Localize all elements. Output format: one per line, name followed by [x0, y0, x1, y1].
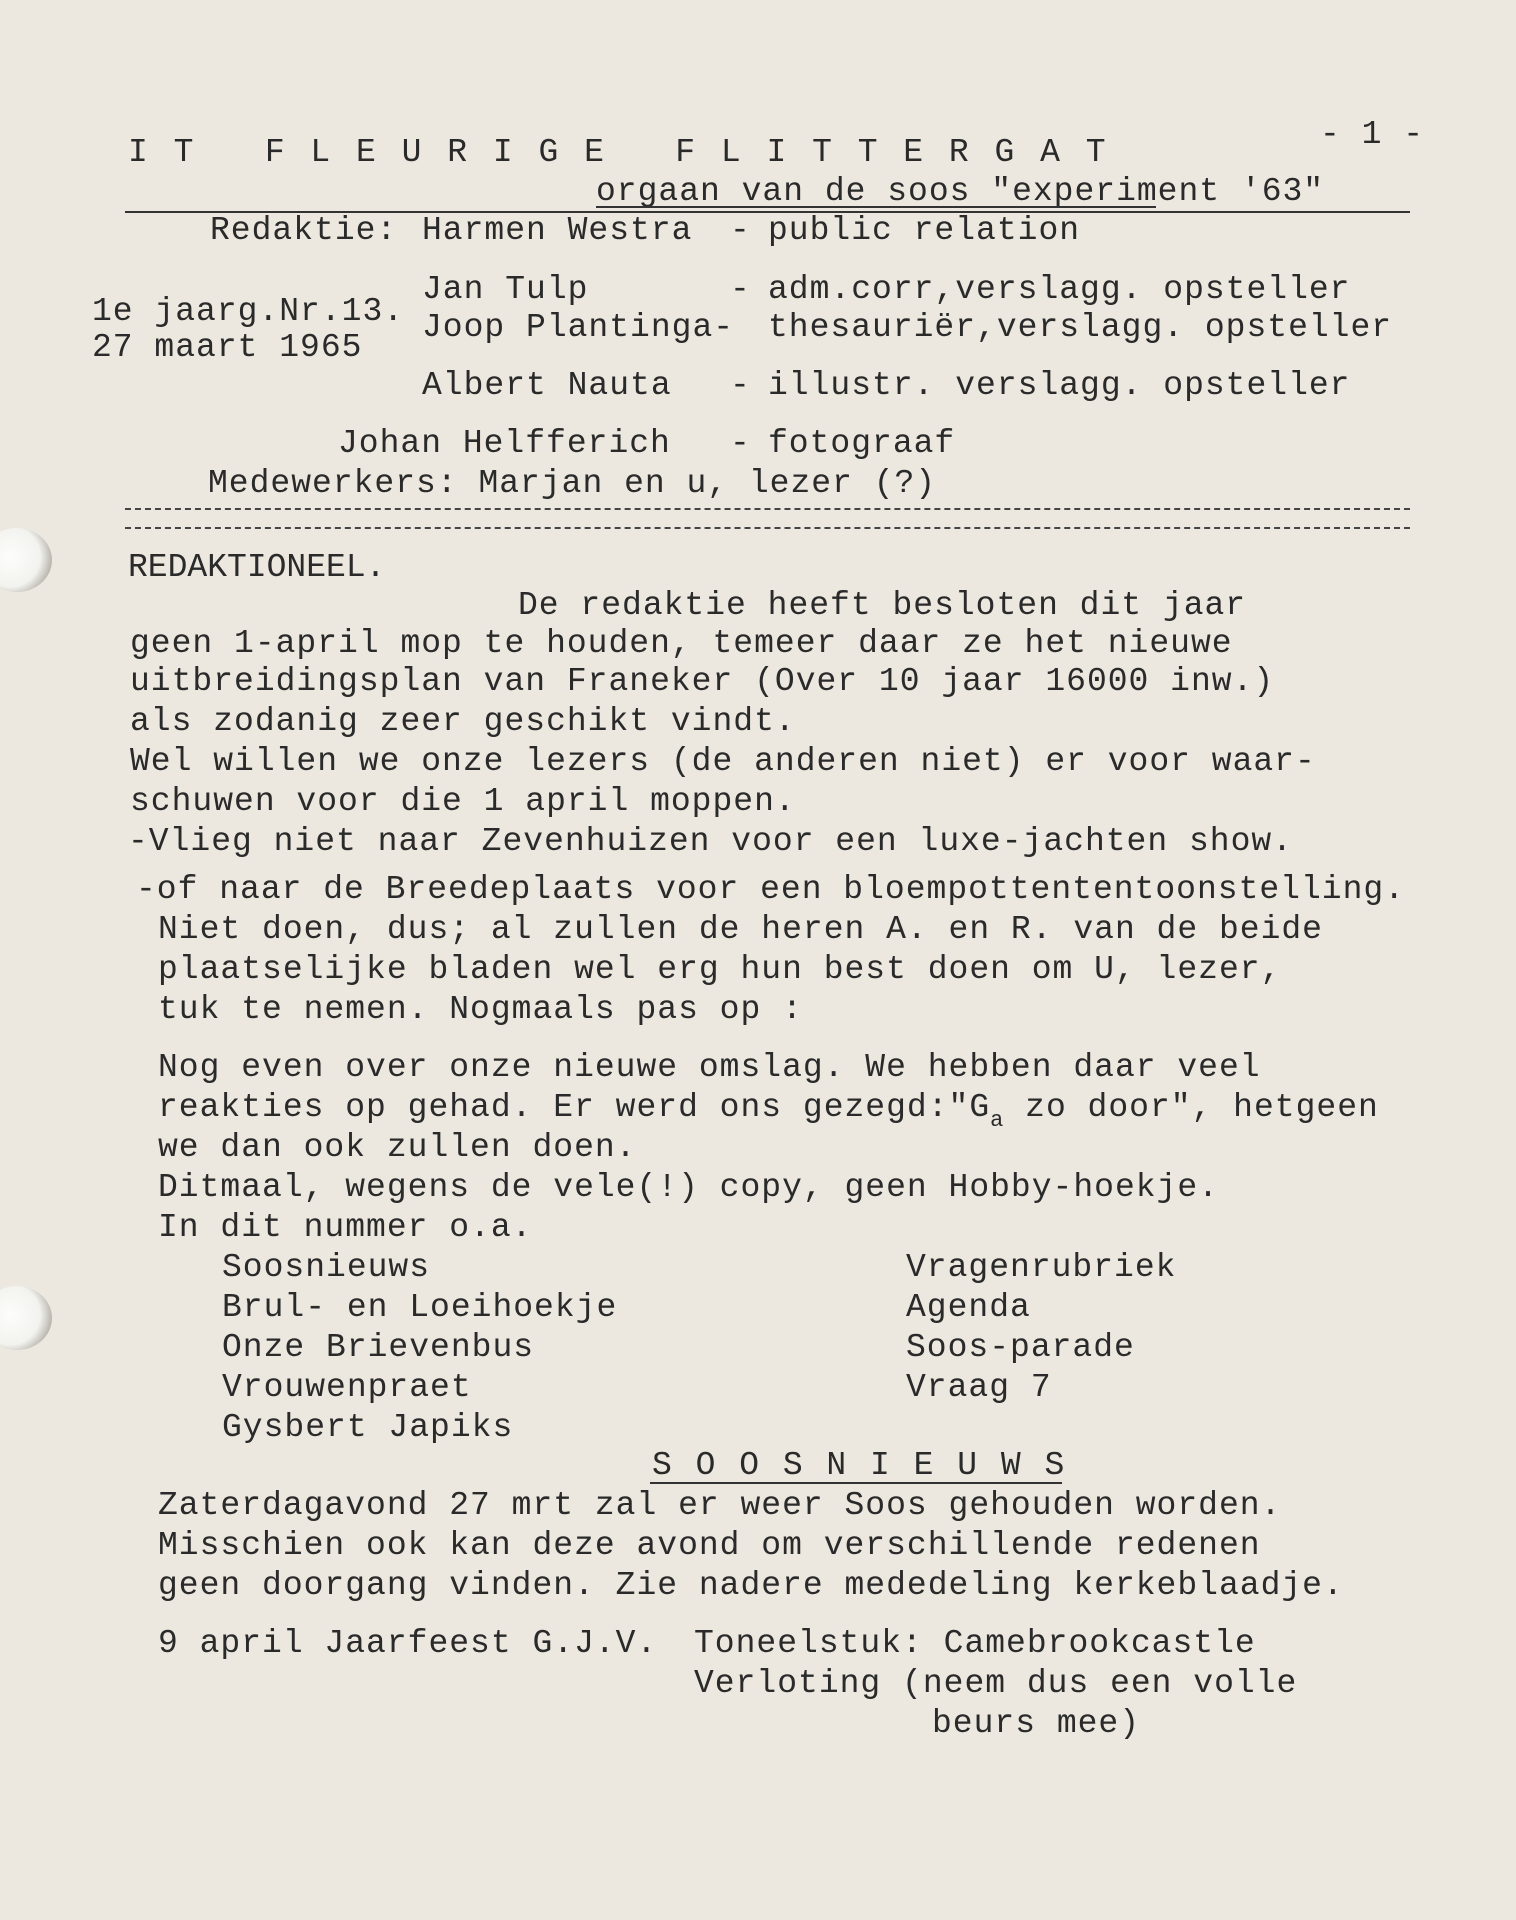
contents-item: Vrouwenpraet	[222, 1369, 472, 1406]
body-line: -of naar de Breedeplaats voor een bloempottententoonstelling.	[136, 871, 1405, 908]
event-date: 9 april Jaarfeest G.J.V.	[158, 1625, 658, 1662]
editor-dash: -	[730, 271, 751, 308]
body-line: geen doorgang vinden. Zie nadere mededeling kerkeblaadje.	[158, 1567, 1344, 1604]
body-line: De redaktie heeft besloten dit jaar	[518, 587, 1247, 624]
editor-name: Jan Tulp	[422, 271, 589, 308]
body-line: geen 1-april mop te houden, temeer daar ze het nieuwe	[130, 625, 1233, 662]
soosnieuws-underline	[650, 1482, 1062, 1484]
page-number: - 1 -	[1320, 116, 1425, 153]
body-line: Misschien ook kan deze avond om verschillende redenen	[158, 1527, 1261, 1564]
event-line: Verloting (neem dus een volle	[694, 1665, 1298, 1702]
body-line: plaatselijke bladen wel erg hun best doen om U, lezer,	[158, 951, 1282, 988]
contents-item: Gysbert Japiks	[222, 1409, 514, 1446]
editor-role: public relation	[768, 212, 1081, 249]
punch-hole-bottom	[0, 1286, 52, 1350]
newsletter-title: I T F L E U R I G E F L I T T E R G A T	[128, 134, 1109, 171]
editor-name: Joop Plantinga-	[422, 309, 735, 346]
contents-item: Brul- en Loeihoekje	[222, 1289, 618, 1326]
body-line: Wel willen we onze lezers (de anderen niet) er voor waar-	[130, 743, 1316, 780]
body-text: reakties op gehad. Er werd ons gezegd:"G	[158, 1089, 991, 1126]
body-line: uitbreidingsplan van Franeker (Over 10 jaar 16000 inw.)	[130, 663, 1275, 700]
soosnieuws-heading: S O O S N I E U W S	[652, 1447, 1067, 1484]
editor-role: thesauriër,verslagg. opsteller	[768, 309, 1393, 346]
body-line-ga	[158, 1088, 1379, 1131]
body-line: tuk te nemen. Nogmaals pas op :	[158, 991, 803, 1028]
subtitle-underline	[596, 206, 1156, 208]
redaktioneel-heading: REDAKTIONEEL.	[128, 549, 386, 586]
body-line: Ditmaal, wegens de vele(!) copy, geen Hobby-hoekje.	[158, 1169, 1219, 1206]
contents-item: Agenda	[906, 1289, 1031, 1326]
body-line: schuwen voor die 1 april moppen.	[130, 783, 796, 820]
medewerkers-line: Medewerkers: Marjan en u, lezer (?)	[208, 465, 937, 502]
editor-name: Albert Nauta	[422, 367, 672, 404]
editor-role: adm.corr,verslagg. opsteller	[768, 271, 1351, 308]
contents-item: Soosnieuws	[222, 1249, 431, 1286]
masthead-rule-1	[125, 508, 1410, 510]
subscript-a: a	[990, 1108, 1005, 1133]
body-line: -Vlieg niet naar Zevenhuizen voor een luxe-jachten show.	[128, 823, 1293, 860]
issue-number: 1e jaarg.Nr.13.	[92, 293, 405, 330]
editor-dash: -	[730, 212, 751, 249]
body-line: we dan ook zullen doen.	[158, 1129, 637, 1166]
newsletter-subtitle: orgaan van de soos "experiment '63"	[596, 173, 1325, 210]
event-line: Toneelstuk: Camebrookcastle	[694, 1625, 1256, 1662]
body-line: In dit nummer o.a.	[158, 1209, 533, 1246]
body-line: Niet doen, dus; al zullen de heren A. en R. van de beide	[158, 911, 1323, 948]
issue-date: 27 maart 1965	[92, 329, 363, 366]
contents-item: Vragenrubriek	[906, 1249, 1177, 1286]
redaktie-label: Redaktie:	[210, 212, 398, 249]
contents-item: Onze Brievenbus	[222, 1329, 535, 1366]
contents-item: Vraag 7	[906, 1369, 1052, 1406]
editor-name: Johan Helfferich	[338, 425, 671, 462]
body-text: zo door", hetgeen	[1004, 1089, 1379, 1126]
editor-name: Harmen Westra	[422, 212, 693, 249]
body-line: als zodanig zeer geschikt vindt.	[130, 703, 796, 740]
event-line: beurs mee)	[932, 1705, 1141, 1742]
editor-role: illustr. verslagg. opsteller	[768, 367, 1351, 404]
editor-dash: -	[730, 425, 751, 462]
masthead-rule-2	[125, 527, 1410, 529]
editor-dash: -	[730, 367, 751, 404]
contents-item: Soos-parade	[906, 1329, 1135, 1366]
body-line: Zaterdagavond 27 mrt zal er weer Soos gehouden worden.	[158, 1487, 1282, 1524]
body-line: Nog even over onze nieuwe omslag. We hebben daar veel	[158, 1049, 1261, 1086]
punch-hole-top	[0, 528, 52, 592]
editor-role: fotograaf	[768, 425, 956, 462]
